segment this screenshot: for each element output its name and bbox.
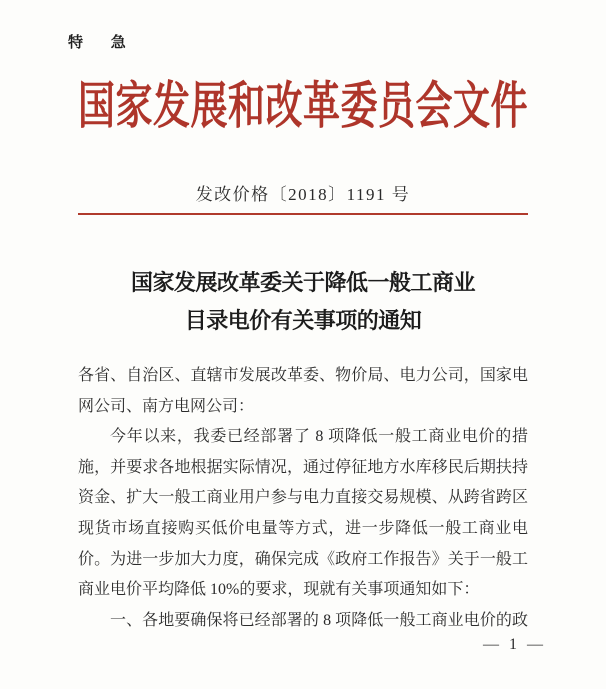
body-line: 施，并要求各地根据实际情况，通过停征地方水库移民后期扶持 bbox=[78, 458, 528, 476]
page-number: — 1 — bbox=[483, 636, 546, 653]
urgency-label: 特 急 bbox=[68, 35, 138, 51]
notice-title-line-2: 目录电价有关事项的通知 bbox=[184, 308, 422, 333]
notice-title bbox=[0, 264, 606, 340]
body-line: 今年以来，我委已经部署了 8 项降低一般工商业电价的措 bbox=[110, 428, 528, 446]
document-number: 发改价格〔2018〕1191 号 bbox=[195, 185, 411, 204]
body-line: 各省、自治区、直辖市发展改革委、物价局、电力公司，国家电 bbox=[78, 367, 528, 384]
body-line: 价。为进一步加大力度，确保完成《政府工作报告》关于一般工 bbox=[78, 550, 528, 568]
body-text bbox=[78, 361, 528, 636]
notice-title-line-1: 国家发展改革委关于降低一般工商业 bbox=[130, 270, 475, 295]
agency-header-title: 国家发展和改革委员会文件 bbox=[78, 79, 528, 136]
body-line: 网公司、南方电网公司： bbox=[78, 397, 255, 415]
body-line: 现货市场直接购买低价电量等方式，进一步降低一般工商业电 bbox=[78, 519, 528, 537]
body-line: 资金、扩大一般工商业用户参与电力直接交易规模、从跨省跨区 bbox=[78, 489, 528, 507]
body-line: 商业电价平均降低 10%的要求，现就有关事项通知如下： bbox=[78, 581, 480, 599]
body-line: 一、各地要确保将已经部署的 8 项降低一般工商业电价的政 bbox=[110, 611, 528, 629]
red-divider-rule bbox=[78, 213, 528, 215]
